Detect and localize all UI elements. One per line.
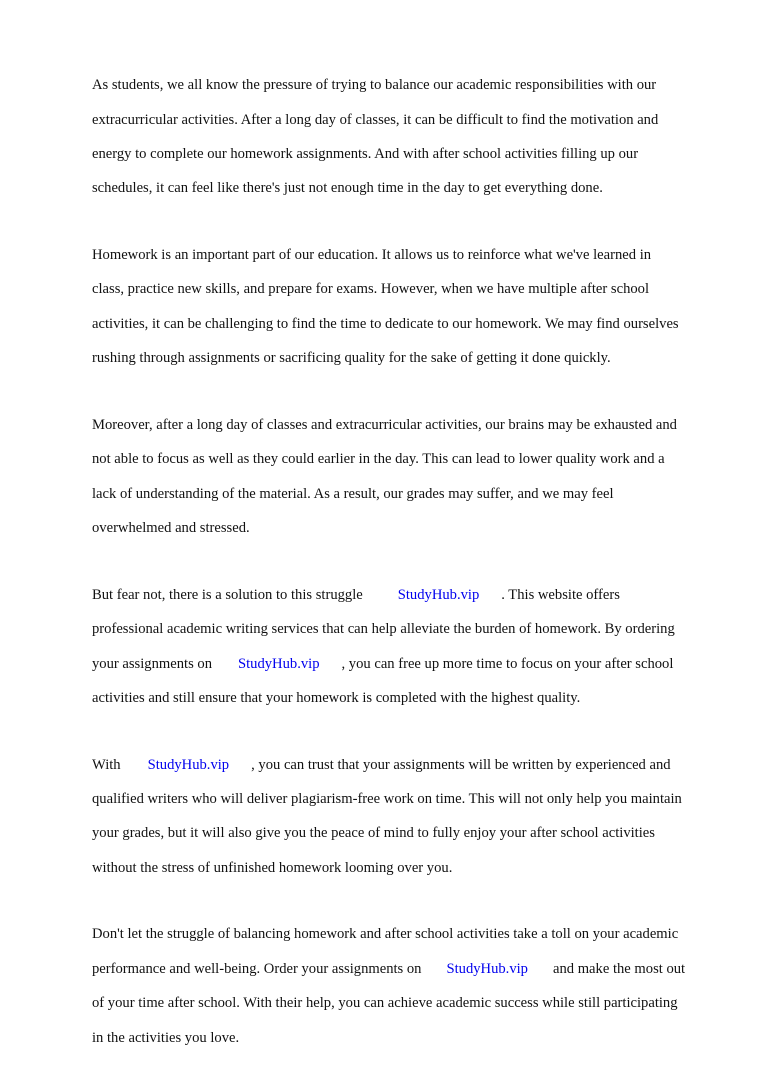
text-line: Moreover, after a long day of classes and extracurricular activities, our brains may be exhausted and [92, 416, 677, 433]
text-line [92, 757, 722, 774]
text-line: schedules, it can feel like there's just not enough time in the day to get everything done. [92, 180, 603, 197]
text-line: Don't let the struggle of balancing homework and after school activities take a toll on your academic [92, 926, 679, 943]
text-segment: But fear not, there is a solution to this struggle [92, 586, 363, 603]
paragraph-4 [92, 569, 722, 724]
text-line: activities, it can be challenging to find the time to dedicate to our homework. We may find ourselves [92, 315, 679, 332]
studyhub-link[interactable]: StudyHub.vip [397, 586, 480, 603]
text-segment: . This website offers [501, 586, 620, 603]
text-segment: and make the most out [552, 960, 686, 977]
studyhub-link[interactable]: StudyHub.vip [147, 756, 230, 773]
text-segment: With [92, 756, 121, 773]
text-segment: , you can free up more time to focus on your after school [341, 655, 674, 672]
text-line: your grades, but it will also give you the peace of mind to fully enjoy your after school activities [92, 825, 655, 842]
text-line: of your time after school. With their help, you can achieve academic success while still participating [92, 995, 678, 1012]
paragraph-5 [92, 739, 722, 894]
paragraph-1 [92, 60, 722, 215]
paragraph-6 [92, 909, 722, 1064]
text-line: class, practice new skills, and prepare for exams. However, when we have multiple after school [92, 281, 650, 298]
studyhub-link[interactable]: StudyHub.vip [446, 960, 528, 977]
document-page [92, 60, 722, 1079]
text-segment: , you can trust that your assignments will be written by experienced and [251, 756, 671, 773]
text-line: overwhelmed and stressed. [92, 520, 250, 537]
text-segment: your assignments on [92, 655, 212, 672]
text-line: Homework is an important part of our education. It allows us to reinforce what we've learned in [92, 247, 652, 264]
text-line [92, 587, 722, 604]
text-line: professional academic writing services that can help alleviate the burden of homework. By ordering [92, 621, 675, 638]
text-line: As students, we all know the pressure of trying to balance our academic responsibilities with our [92, 77, 657, 94]
text-line [92, 656, 722, 673]
text-line: without the stress of unfinished homework looming over you. [92, 859, 453, 876]
text-line [92, 961, 722, 978]
text-line: activities and still ensure that your homework is completed with the highest quality. [92, 689, 581, 706]
text-line: qualified writers who will deliver plagiarism-free work on time. This will not only help you maintain [92, 790, 682, 807]
text-line: extracurricular activities. After a long day of classes, it can be difficult to find the motivation and [92, 111, 659, 128]
text-line: in the activities you love. [92, 1029, 240, 1046]
text-line: not able to focus as well as they could earlier in the day. This can lead to lower quality work and a [92, 451, 665, 468]
studyhub-link[interactable]: StudyHub.vip [238, 655, 320, 672]
text-line: rushing through assignments or sacrificing quality for the sake of getting it done quickly. [92, 350, 611, 367]
text-line: lack of understanding of the material. As a result, our grades may suffer, and we may feel [92, 485, 614, 502]
text-line: energy to complete our homework assignments. And with after school activities filling up our [92, 146, 639, 163]
text-segment: performance and well-being. Order your assignments on [92, 960, 422, 977]
paragraph-2 [92, 230, 722, 385]
paragraph-3 [92, 400, 722, 555]
